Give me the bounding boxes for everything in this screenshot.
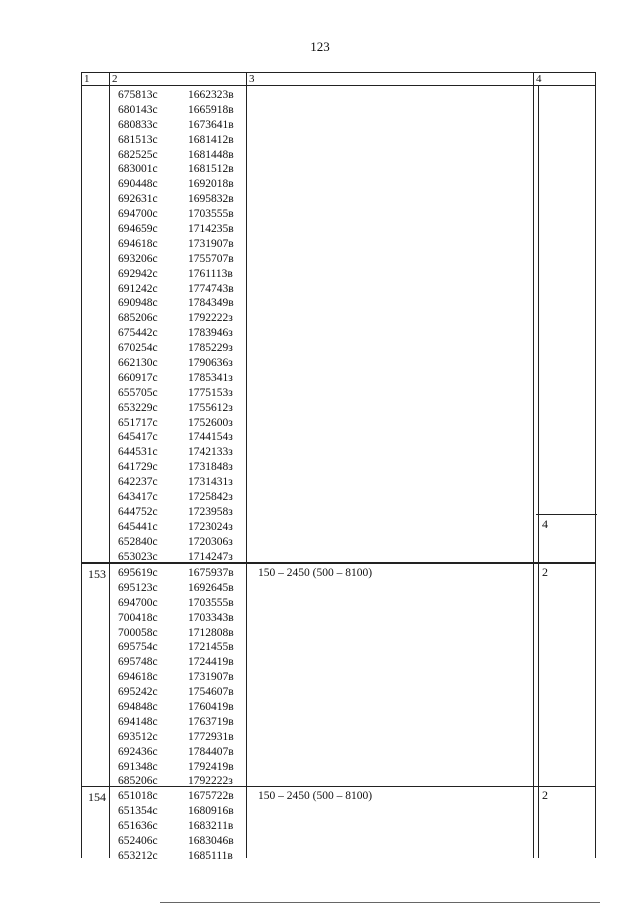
longitude-cell: 1731907в bbox=[188, 671, 234, 684]
longitude-cell: 1681512в bbox=[188, 163, 234, 176]
table-row bbox=[118, 520, 234, 535]
section-number: 153 bbox=[88, 567, 106, 581]
table-row bbox=[118, 326, 234, 341]
divider bbox=[533, 86, 534, 562]
latitude-cell: 692942с bbox=[118, 267, 158, 280]
latitude-cell: 695619с bbox=[118, 567, 158, 579]
table-row bbox=[118, 700, 234, 715]
table-section-154 bbox=[81, 786, 596, 862]
latitude-cell: 695242с bbox=[118, 686, 158, 699]
table-row bbox=[118, 445, 234, 460]
table-row bbox=[118, 416, 234, 431]
table-row bbox=[118, 460, 234, 475]
longitude-cell: 1752600з bbox=[188, 416, 233, 429]
longitude-cell: 1683046в bbox=[188, 834, 234, 847]
col4-value: 2 bbox=[542, 565, 548, 579]
longitude-cell: 1721455в bbox=[188, 641, 234, 654]
longitude-cell: 1731431з bbox=[188, 476, 233, 489]
latitude-cell: 643417с bbox=[118, 491, 158, 504]
latitude-cell: 675442с bbox=[118, 327, 158, 340]
longitude-cell: 1783946з bbox=[188, 327, 233, 340]
header-col-3: 3 bbox=[249, 73, 255, 85]
latitude-cell: 695754с bbox=[118, 641, 158, 654]
latitude-cell: 641729с bbox=[118, 461, 158, 474]
table-section-153 bbox=[81, 563, 596, 787]
latitude-cell: 694700с bbox=[118, 596, 158, 609]
table-row bbox=[118, 685, 234, 700]
longitude-cell: 1784349в bbox=[188, 297, 234, 310]
divider bbox=[538, 86, 539, 562]
longitude-cell: 1703555в bbox=[188, 208, 234, 221]
table-row bbox=[118, 88, 234, 103]
table-row bbox=[118, 222, 234, 237]
longitude-cell: 1720306з bbox=[188, 535, 233, 548]
table-row bbox=[118, 252, 234, 267]
divider bbox=[109, 564, 110, 786]
table-row bbox=[118, 356, 234, 371]
longitude-cell: 1703343в bbox=[188, 611, 234, 624]
latitude-cell: 683001с bbox=[118, 163, 158, 176]
table-row bbox=[118, 849, 234, 864]
table-row bbox=[118, 311, 234, 326]
longitude-cell: 1714247з bbox=[188, 550, 233, 563]
table-row bbox=[118, 177, 234, 192]
latitude-cell: 695748с bbox=[118, 656, 158, 669]
latitude-cell: 692436с bbox=[118, 745, 158, 758]
header-col-2: 2 bbox=[112, 73, 118, 85]
longitude-cell: 1760419в bbox=[188, 701, 234, 714]
latitude-cell: 653229с bbox=[118, 401, 158, 414]
table-row bbox=[118, 341, 234, 356]
latitude-cell: 694618с bbox=[118, 237, 158, 250]
table-row bbox=[118, 371, 234, 386]
table-row bbox=[118, 745, 234, 760]
longitude-cell: 1695832в bbox=[188, 193, 234, 206]
table-row bbox=[118, 804, 234, 819]
divider bbox=[538, 787, 539, 858]
longitude-cell: 1731848з bbox=[188, 461, 233, 474]
latitude-cell: 642237с bbox=[118, 476, 158, 489]
latitude-cell: 694618с bbox=[118, 671, 158, 684]
latitude-cell: 652406с bbox=[118, 834, 158, 847]
latitude-cell: 675813с bbox=[118, 89, 158, 101]
latitude-cell: 644752с bbox=[118, 505, 158, 518]
divider bbox=[533, 787, 534, 858]
latitude-cell: 645417с bbox=[118, 431, 158, 444]
table-row bbox=[118, 640, 234, 655]
depth-range: 150 – 2450 (500 – 8100) bbox=[258, 567, 373, 579]
longitude-cell: 1675937в bbox=[188, 567, 234, 579]
divider bbox=[246, 564, 247, 786]
table-row bbox=[118, 118, 234, 133]
longitude-cell: 1755707в bbox=[188, 252, 234, 265]
latitude-cell: 693206с bbox=[118, 252, 158, 265]
table-row bbox=[118, 535, 234, 550]
latitude-cell: 694148с bbox=[118, 715, 158, 728]
longitude-cell: 1790636з bbox=[188, 357, 233, 370]
header-col-1: 1 bbox=[84, 73, 90, 85]
coordinate-list bbox=[118, 566, 234, 789]
table-row bbox=[118, 581, 234, 596]
depth-range: 150 – 2450 (500 – 8100) bbox=[258, 790, 373, 802]
longitude-cell: 1681412в bbox=[188, 133, 234, 146]
longitude-cell: 1725842з bbox=[188, 491, 233, 504]
longitude-cell: 1785341з bbox=[188, 371, 233, 384]
table-section-continued bbox=[81, 86, 596, 563]
longitude-cell: 1662323в bbox=[188, 89, 234, 101]
table-row bbox=[118, 834, 234, 849]
table-row bbox=[118, 401, 234, 416]
table-row bbox=[118, 490, 234, 505]
divider bbox=[246, 86, 247, 562]
longitude-cell: 1742133з bbox=[188, 446, 233, 459]
longitude-cell: 1675722в bbox=[188, 790, 234, 802]
longitude-cell: 1755612з bbox=[188, 401, 233, 414]
longitude-cell: 1723024з bbox=[188, 520, 233, 533]
table-row bbox=[118, 148, 234, 163]
latitude-cell: 690448с bbox=[118, 178, 158, 191]
coordinate-list bbox=[118, 789, 234, 863]
longitude-cell: 1665918в bbox=[188, 103, 234, 116]
longitude-cell: 1723958з bbox=[188, 505, 233, 518]
latitude-cell: 651636с bbox=[118, 819, 158, 832]
table-row bbox=[118, 475, 234, 490]
longitude-cell: 1692645в bbox=[188, 581, 234, 594]
longitude-cell: 1792222з bbox=[188, 775, 233, 788]
table-row bbox=[118, 430, 234, 445]
col4-value: 2 bbox=[542, 788, 548, 802]
divider bbox=[109, 86, 110, 562]
latitude-cell: 670254с bbox=[118, 342, 158, 355]
latitude-cell: 651717с bbox=[118, 416, 158, 429]
longitude-cell: 1681448в bbox=[188, 148, 234, 161]
header-col-4: 4 bbox=[536, 73, 542, 85]
table-row bbox=[118, 566, 234, 581]
longitude-cell: 1774743в bbox=[188, 282, 234, 295]
longitude-cell: 1731907в bbox=[188, 237, 234, 250]
latitude-cell: 662130с bbox=[118, 357, 158, 370]
latitude-cell: 644531с bbox=[118, 446, 158, 459]
latitude-cell: 652840с bbox=[118, 535, 158, 548]
longitude-cell: 1772931в bbox=[188, 730, 234, 743]
longitude-cell: 1712808в bbox=[188, 626, 234, 639]
table-row bbox=[118, 596, 234, 611]
longitude-cell: 1680916в bbox=[188, 804, 234, 817]
latitude-cell: 693512с bbox=[118, 730, 158, 743]
table-row bbox=[118, 133, 234, 148]
section-number: 154 bbox=[88, 790, 106, 804]
table-row bbox=[118, 819, 234, 834]
longitude-cell: 1754607в bbox=[188, 686, 234, 699]
longitude-cell: 1673641в bbox=[188, 118, 234, 131]
table-row bbox=[118, 192, 234, 207]
latitude-cell: 685206с bbox=[118, 312, 158, 325]
table-row bbox=[118, 505, 234, 520]
latitude-cell: 660917с bbox=[118, 371, 158, 384]
latitude-cell: 690948с bbox=[118, 297, 158, 310]
longitude-cell: 1714235в bbox=[188, 223, 234, 236]
latitude-cell: 692631с bbox=[118, 193, 158, 206]
longitude-cell: 1792419в bbox=[188, 760, 234, 773]
divider bbox=[160, 902, 600, 903]
latitude-cell: 655705с bbox=[118, 386, 158, 399]
latitude-cell: 680143с bbox=[118, 103, 158, 116]
latitude-cell: 691348с bbox=[118, 760, 158, 773]
longitude-cell: 1685111в bbox=[188, 849, 233, 862]
latitude-cell: 653212с bbox=[118, 849, 158, 862]
table-row bbox=[118, 715, 234, 730]
longitude-cell: 1763719в bbox=[188, 715, 234, 728]
table-row bbox=[118, 760, 234, 775]
latitude-cell: 694659с bbox=[118, 223, 158, 236]
table-row bbox=[118, 789, 234, 804]
table-row bbox=[118, 655, 234, 670]
longitude-cell: 1683211в bbox=[188, 819, 234, 832]
latitude-cell: 645441с bbox=[118, 520, 158, 533]
table-row bbox=[118, 730, 234, 745]
longitude-cell: 1744154з bbox=[188, 431, 233, 444]
table-row bbox=[118, 207, 234, 222]
table-header bbox=[81, 72, 596, 86]
table-row bbox=[118, 296, 234, 311]
col4-value: 4 bbox=[542, 517, 548, 531]
latitude-cell: 681513с bbox=[118, 133, 158, 146]
divider bbox=[109, 787, 110, 858]
latitude-cell: 651018с bbox=[118, 790, 158, 802]
latitude-cell: 700418с bbox=[118, 611, 158, 624]
table-row bbox=[118, 267, 234, 282]
latitude-cell: 691242с bbox=[118, 282, 158, 295]
latitude-cell: 694848с bbox=[118, 701, 158, 714]
longitude-cell: 1761113в bbox=[188, 267, 233, 280]
latitude-cell: 700058с bbox=[118, 626, 158, 639]
longitude-cell: 1785229з bbox=[188, 342, 233, 355]
page-number: 123 bbox=[310, 39, 330, 54]
col4-box bbox=[536, 514, 597, 563]
longitude-cell: 1784407в bbox=[188, 745, 234, 758]
table-row bbox=[118, 386, 234, 401]
table-row bbox=[118, 611, 234, 626]
divider bbox=[533, 564, 534, 786]
longitude-cell: 1703555в bbox=[188, 596, 234, 609]
divider bbox=[538, 564, 539, 786]
latitude-cell: 653023с bbox=[118, 550, 158, 563]
latitude-cell: 651354с bbox=[118, 804, 158, 817]
latitude-cell: 682525с bbox=[118, 148, 158, 161]
table-row bbox=[118, 626, 234, 641]
longitude-cell: 1724419в bbox=[188, 656, 234, 669]
latitude-cell: 695123с bbox=[118, 581, 158, 594]
table-row bbox=[118, 670, 234, 685]
longitude-cell: 1775153з bbox=[188, 386, 233, 399]
coordinate-list bbox=[118, 88, 234, 565]
table-row bbox=[118, 282, 234, 297]
latitude-cell: 694700с bbox=[118, 208, 158, 221]
latitude-cell: 685206с bbox=[118, 775, 158, 788]
divider bbox=[246, 787, 247, 858]
table-row bbox=[118, 237, 234, 252]
latitude-cell: 680833с bbox=[118, 118, 158, 131]
table-row bbox=[118, 103, 234, 118]
longitude-cell: 1692018в bbox=[188, 178, 234, 191]
longitude-cell: 1792222з bbox=[188, 312, 233, 325]
table-row bbox=[118, 162, 234, 177]
